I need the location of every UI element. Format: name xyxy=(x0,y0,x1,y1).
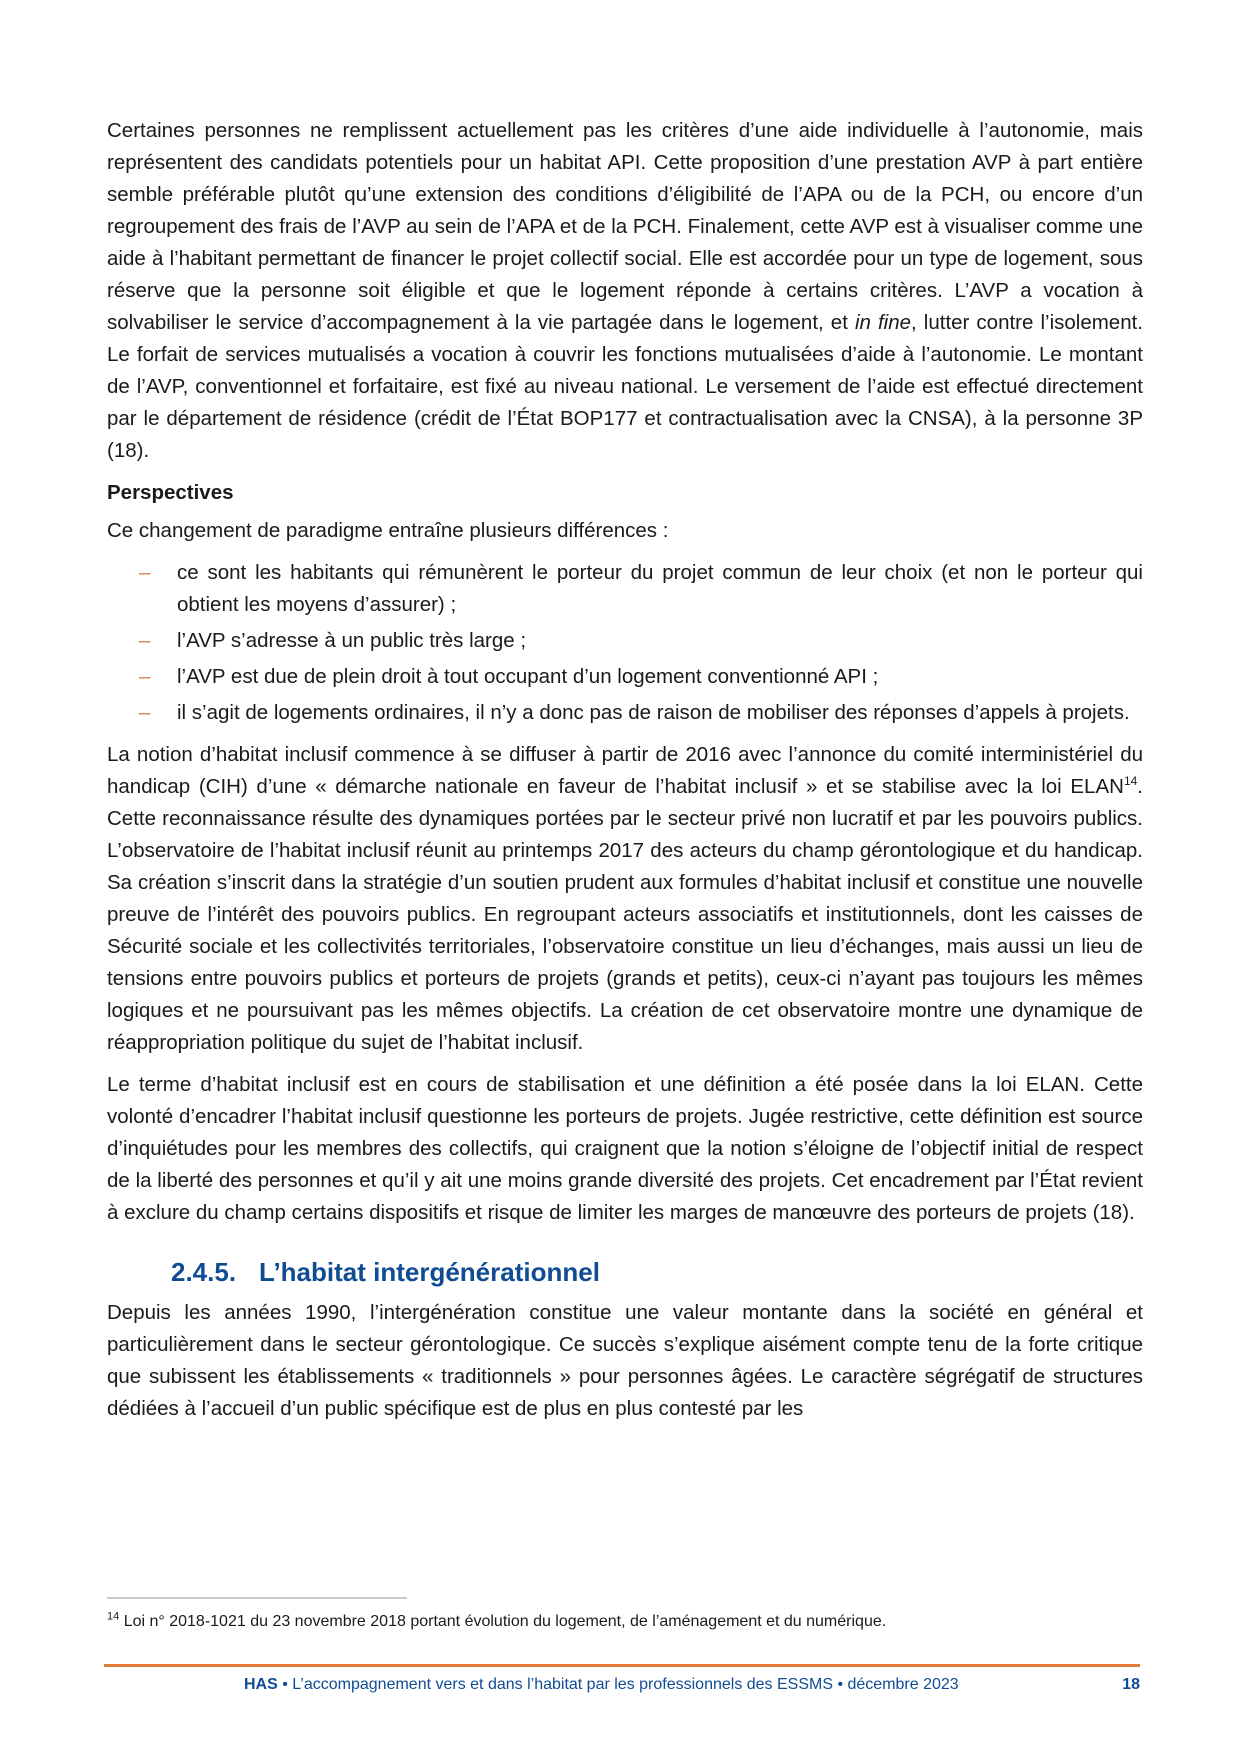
paragraph-text: La notion d’habitat inclusif commence à se diffuser à partir de 2016 avec l’annonce du comité interministériel du handicap (CIH) d’une « démarche nationale en faveur de l’habitat inclusif » et se stabilise avec la loi ELAN xyxy=(107,743,1143,798)
section-title: L’habitat intergénérationnel xyxy=(259,1257,600,1287)
section-heading xyxy=(171,1255,1143,1289)
paragraph-text: Certaines personnes ne remplissent actuellement pas les critères d’une aide individuelle à l’autonomie, mais représentent des candidats potentiels pour un habitat API. Cette proposition d’une prestation AVP à part entière semble préférable plutôt qu’une extension des conditions d’éligibilité de l’APA ou de la PCH, ou encore d’un regroupement des frais de l’AVP au sein de l’APA et de la PCH. Finalement, cette AVP est à visualiser comme une aide à l’habitant permettant de financer le projet collectif social. Elle est accordée pour un type de logement, sous réserve que la personne soit éligible et que le logement réponde à certains critères. L’AVP a vocation à solvabiliser le service d’accompagnement à la vie partagée dans le logement, et xyxy=(107,119,1143,334)
footnote-divider xyxy=(107,1597,407,1599)
differences-list xyxy=(107,557,1143,729)
subheading-perspectives: Perspectives xyxy=(107,481,234,504)
dash-bullet-icon: – xyxy=(139,665,151,688)
list-item-text: il s’agit de logements ordinaires, il n’y a donc pas de raison de mobiliser des réponses d’appels à projets. xyxy=(177,701,1130,724)
paragraph-text: , lutter contre l’isolement. Le forfait de services mutualisés a vocation à couvrir les fonctions mutualisées d’aide à l’autonomie. Le montant de l’AVP, conventionnel et forfaitaire, est fixé au niveau national. Le versement de l’aide est effectué directement par le département de résidence (crédit de l’État BOP177 et contractualisation avec la CNSA), à la personne 3P (18). xyxy=(107,311,1143,462)
list-item-text: l’AVP s’adresse à un public très large ; xyxy=(177,629,527,652)
paragraph-intergeneration: Depuis les années 1990, l’intergénération constitue une valeur montante dans la société en général et particulièrement dans le secteur gérontologique. Ce succès s’explique aisément compte tenu de la forte critique que subissent les établissements « traditionnels » pour personnes âgées. Le caractère ségrégatif de structures dédiées à l’accueil d’un public spécifique est de plus en plus contesté par les xyxy=(107,1301,1143,1420)
list-item xyxy=(107,661,1143,693)
footer-title xyxy=(244,1675,959,1695)
footnote-reference[interactable]: 14 xyxy=(1123,774,1138,789)
paragraph-text: . Cette reconnaissance résulte des dynamiques portées par le secteur privé non lucratif et par les pouvoirs publics. L’observatoire de l’habitat inclusif réunit au printemps 2017 des acteurs du champ gérontologique et du handicap. Sa création s’inscrit dans la stratégie d’un soutien prudent aux formules d’habitat inclusif et constitue une nouvelle preuve de l’intérêt des pouvoirs publics. En regroupant acteurs associatifs et institutionnels, dont les caisses de Sécurité sociale et les collectivités territoriales, l’observatoire constitue un lieu d’échanges, mais aussi un lieu de tensions entre pouvoirs publics et porteurs de projets (grands et petits), ceux-ci n’ayant pas toujours les mêmes logiques et ne poursuivant pas les mêmes objectifs. La création de cet observatoire montre une dynamique de réappropriation politique du sujet de l’habitat inclusif. xyxy=(107,775,1143,1054)
footer-text: • L’accompagnement vers et dans l’habitat par les professionnels des ESSMS • décembre 2023 xyxy=(277,1676,959,1693)
paragraph-avp xyxy=(107,115,1143,467)
dash-bullet-icon: – xyxy=(139,561,151,584)
paragraph-habitat-inclusif xyxy=(107,739,1143,1059)
section-number: 2.4.5. xyxy=(171,1257,237,1287)
list-item xyxy=(107,625,1143,657)
list-item xyxy=(107,697,1143,729)
page-body xyxy=(107,115,1143,1435)
footnote-text: Loi n° 2018-1021 du 23 novembre 2018 portant évolution du logement, de l’aménagement et du numérique. xyxy=(119,1613,887,1630)
italic-text: in fine xyxy=(854,311,912,334)
paragraph-definition: Le terme d’habitat inclusif est en cours de stabilisation et une définition a été posée dans la loi ELAN. Cette volonté d’encadrer l’habitat inclusif questionne les porteurs de projets. Jugée restrictive, cette définition est source d’inquiétudes pour les membres des collectifs, qui craignent que la notion s’éloigne de l’objectif initial de respect de la liberté des personnes et qu’il y ait une moins grande diversité des projets. Cet encadrement par l’État revient à exclure du champ certains dispositifs et risque de limiter les marges de manœuvre des porteurs de projets (18). xyxy=(107,1073,1143,1224)
list-item-text: ce sont les habitants qui rémunèrent le porteur du projet commun de leur choix (et non le porteur qui obtient les moyens d’assurer) ; xyxy=(177,561,1143,616)
dash-bullet-icon: – xyxy=(139,701,151,724)
page-number: 18 xyxy=(1122,1676,1140,1693)
footer-org: HAS xyxy=(244,1676,278,1693)
dash-bullet-icon: – xyxy=(139,629,151,652)
footnote xyxy=(107,1612,886,1632)
list-item xyxy=(107,557,1143,621)
footer-divider xyxy=(104,1664,1140,1667)
footnote-mark: 14 xyxy=(107,1610,120,1623)
list-item-text: l’AVP est due de plein droit à tout occupant d’un logement conventionné API ; xyxy=(177,665,879,688)
paragraph-paradigm: Ce changement de paradigme entraîne plusieurs différences : xyxy=(107,519,669,542)
